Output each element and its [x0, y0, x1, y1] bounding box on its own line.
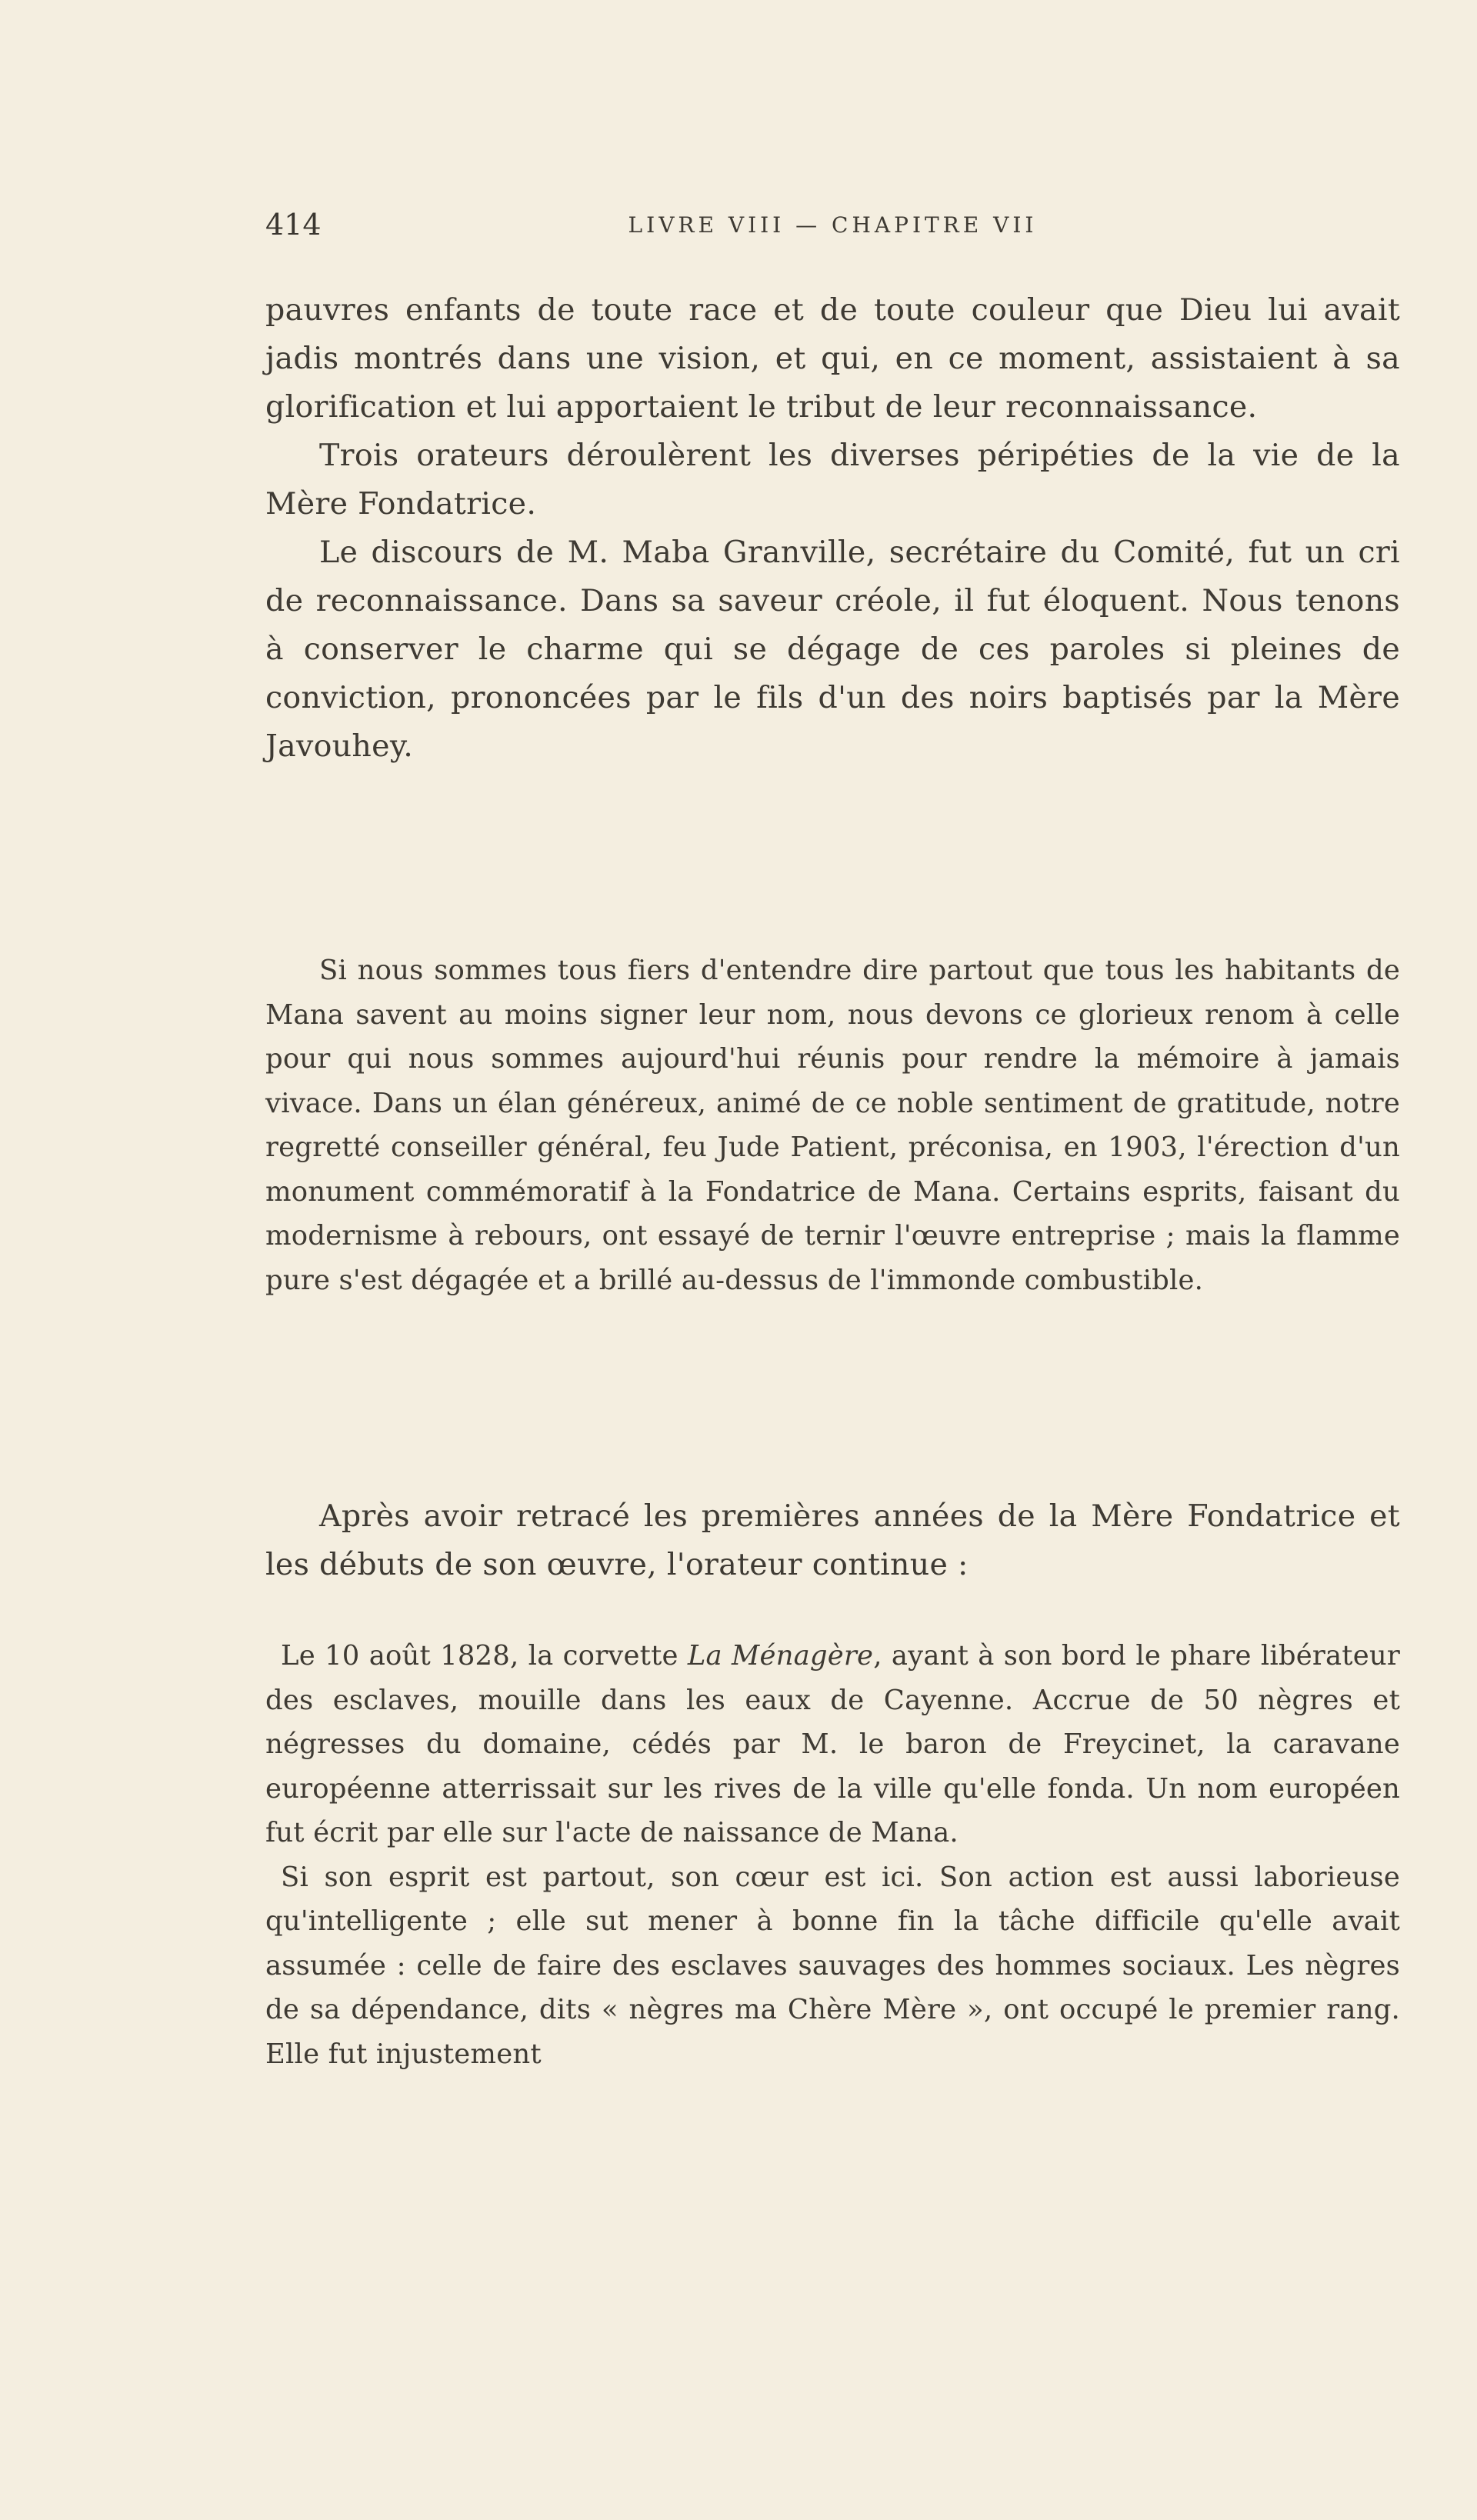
running-head: LIVRE VIII — CHAPITRE VII	[628, 212, 1038, 238]
quote-paragraph-corvette	[265, 1634, 1400, 1855]
paragraph-orateurs: Trois orateurs déroulèrent les diverses péripéties de la vie de la Mère Fondatrice.	[265, 438, 1400, 522]
quote-block-2	[265, 1634, 1400, 2076]
quote-block-1	[265, 948, 1400, 1302]
paragraph-block-1	[265, 286, 1400, 771]
paragraph-continuation: pauvres enfants de toute race et de toute couleur que Dieu lui avait jadis montrés dans une vision, et qui, en ce moment, assistaient à sa glorification et lui apportaient le tribut de leur reconnaissance.	[265, 292, 1400, 425]
page-header	[265, 208, 1400, 254]
quote-text-after: , ayant à son bord le phare libérateur des esclaves, mouille dans les eaux de Cayenne. Accrue de 50 nègres et négresses du domaine, cédés par M. le baron de Freycinet, la caravane européenne atterrissait sur les rives de la ville qu'elle fonda. Un nom européen fut écrit par elle sur l'acte de naissance de Mana.	[265, 1640, 1400, 1848]
paragraph-discours: Le discours de M. Maba Granville, secrétaire du Comité, fut un cri de reconnaissance. Dans sa saveur créole, il fut éloquent. Nous tenons à conserver le charme qui se dégage de ces paroles si pleines de conviction, prononcées par le fils d'un des noirs baptisés par la Mère Javouhey.	[265, 535, 1400, 764]
quote-paragraph-esprit: Si son esprit est partout, son cœur est ici. Son action est aussi laborieuse qu'intelligente ; elle sut mener à bonne fin la tâche difficile qu'elle avait assumée : celle de faire des esclaves sauvages des hommes sociaux. Les nègres de sa dépendance, dits « nègres ma Chère Mère », ont occupé le premier rang. Elle fut injustement	[265, 1861, 1400, 2070]
quote-paragraph-mana: Si nous sommes tous fiers d'entendre dire partout que tous les habitants de Mana savent au moins signer leur nom, nous devons ce glorieux renom à celle pour qui nous sommes aujourd'hui réunis pour rendre la mémoire à jamais vivace. Dans un élan généreux, animé de ce noble sentiment de gratitude, notre regretté conseiller général, feu Jude Patient, préconisa, en 1903, l'érection d'un monument commémoratif à la Fondatrice de Mana. Certains esprits, faisant du modernisme à rebours, ont essayé de ternir l'œuvre entreprise ; mais la flamme pure s'est dégagée et a brillé au-dessus de l'immonde combustible.	[265, 955, 1400, 1296]
paragraph-orateur-continue: Après avoir retracé les premières années de la Mère Fondatrice et les débuts de son œuvre, l'orateur continue :	[265, 1498, 1400, 1582]
paragraph-block-2	[265, 1492, 1400, 1589]
page-number: 414	[265, 208, 322, 242]
quote-text-before: Le 10 août 1828, la corvette	[281, 1640, 688, 1672]
ship-name: La Ménagère	[687, 1640, 874, 1672]
